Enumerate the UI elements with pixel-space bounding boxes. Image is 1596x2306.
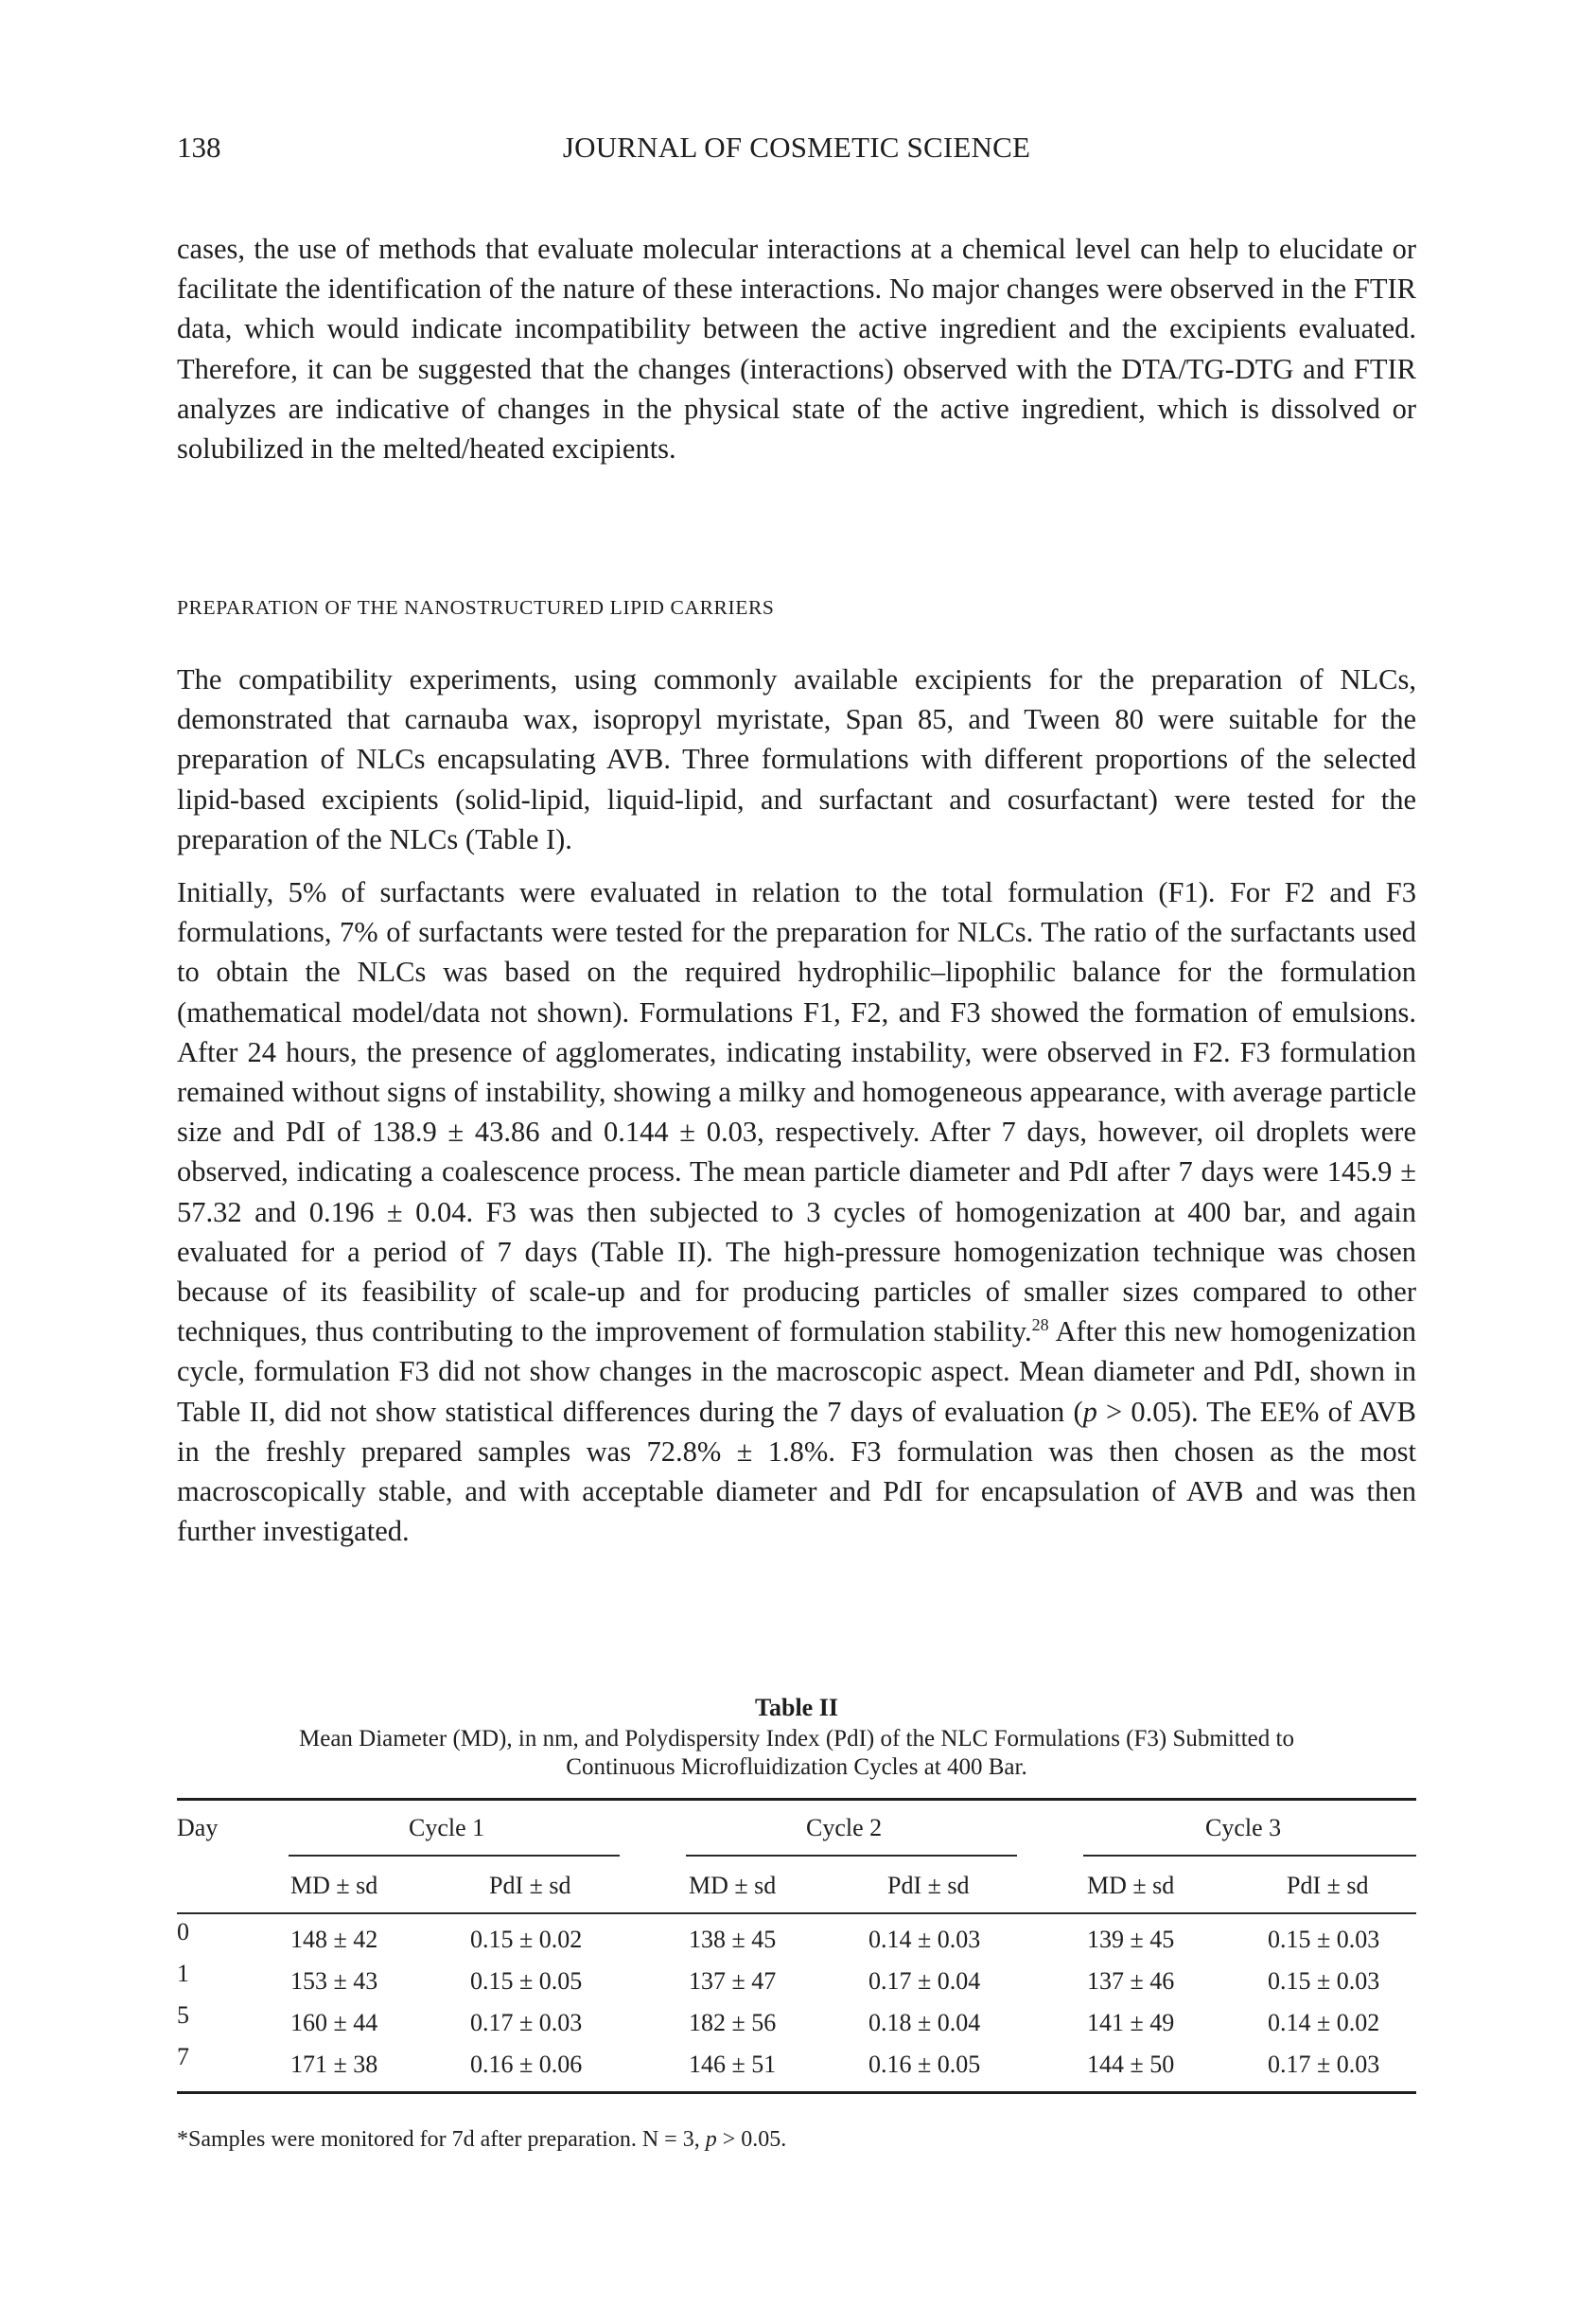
value-cell: 141 ± 49	[1087, 2009, 1175, 2036]
value-cell: 0.15 ± 0.03	[1268, 1967, 1380, 1995]
value-cell: 138 ± 45	[689, 1926, 777, 1953]
cycle-1-header: Cycle 1	[409, 1814, 485, 1841]
cycle-3-header: Cycle 3	[1205, 1814, 1282, 1841]
paragraph-segment: After this new homogenization cycle, formulation F3 did not show changes in the macroscopic aspect. Mean diameter and PdI, shown in Table II, did not show statistical differences during the 7 days of evaluation (	[177, 1315, 1416, 1428]
subheader-md-c1: MD ± sd	[290, 1872, 378, 1899]
citation-superscript: 28	[1031, 1315, 1049, 1335]
paragraph-segment: > 0.05). The EE% of AVB in the freshly prepared samples was 72.8% ± 1.8%. F3 formulation was then chosen as the most macroscopically stable, and with acceptable diameter and PdI for encapsulation of AVB and was then further investigated.	[177, 1395, 1416, 1548]
value-cell: 137 ± 46	[1087, 1967, 1175, 1995]
footnote-text: *Samples were monitored for 7d after preparation. N = 3,	[177, 2127, 706, 2152]
caption-line: Mean Diameter (MD), in nm, and Polydispersity Index (PdI) of the NLC Formulations (F3) Submitted to	[299, 1726, 1294, 1752]
value-cell: 0.16 ± 0.06	[470, 2051, 583, 2078]
table-footnote	[177, 2127, 786, 2153]
value-cell: 171 ± 38	[290, 2051, 378, 2078]
subheader-pdi-c1: PdI ± sd	[489, 1872, 571, 1899]
value-cell: 0.14 ± 0.03	[868, 1926, 981, 1953]
day-cell: 1	[177, 1960, 189, 1987]
footnote-text: > 0.05.	[716, 2127, 787, 2152]
paragraph-text: cases, the use of methods that evaluate molecular interactions at a chemical level can help to elucidate or facilitate the identification of the nature of these interactions. No major changes were observed in the FTIR data, which would indicate incompatibility between the active ingredient and the excipients evaluated. Therefore, it can be suggested that the changes (interactions) observed with the DTA/TG-DTG and FTIR analyzes are indicative of changes in the physical state of the active ingredient, which is dissolved or solubilized in the melted/heated excipients.	[177, 233, 1416, 466]
body-paragraph-2	[177, 660, 1416, 859]
value-cell: 153 ± 43	[290, 1967, 378, 1995]
value-cell: 144 ± 50	[1087, 2051, 1175, 2078]
body-paragraph-1	[177, 229, 1416, 468]
subheader-pdi-c2: PdI ± sd	[887, 1872, 970, 1899]
value-cell: 0.15 ± 0.05	[470, 1967, 583, 1995]
subheader-md-c2: MD ± sd	[689, 1872, 777, 1899]
day-cell: 7	[177, 2043, 189, 2070]
day-cell: 0	[177, 1918, 189, 1945]
value-cell: 139 ± 45	[1087, 1926, 1175, 1953]
p-value-symbol: p	[1082, 1395, 1097, 1428]
table-bottom-rule	[177, 2091, 1416, 2094]
value-cell: 148 ± 42	[290, 1926, 378, 1953]
value-cell: 0.16 ± 0.05	[868, 2051, 981, 2078]
cycle-1-underline	[289, 1855, 620, 1857]
table-caption	[177, 1725, 1416, 1782]
table-header-rule	[177, 1912, 1416, 1914]
value-cell: 160 ± 44	[290, 2009, 378, 2036]
cycle-2-underline	[686, 1855, 1017, 1857]
value-cell: 0.17 ± 0.03	[1268, 2051, 1380, 2078]
value-cell: 137 ± 47	[689, 1967, 777, 1995]
value-cell: 0.18 ± 0.04	[868, 2009, 981, 2036]
paragraph-text	[177, 872, 1416, 1551]
journal-title: JOURNAL OF COSMETIC SCIENCE	[562, 131, 1031, 164]
table-top-rule	[177, 1798, 1416, 1801]
cycle-3-underline	[1083, 1855, 1416, 1857]
value-cell: 0.17 ± 0.03	[470, 2009, 583, 2036]
page-number: 138	[177, 131, 221, 164]
value-cell: 0.17 ± 0.04	[868, 1967, 981, 1995]
cycle-2-header: Cycle 2	[806, 1814, 883, 1841]
value-cell: 0.15 ± 0.03	[1268, 1926, 1380, 1953]
paragraph-text: The compatibility experiments, using commonly available excipients for the preparation of NLCs, demonstrated that carnauba wax, isopropyl myristate, Span 85, and Tween 80 were suitable for the preparation of NLCs encapsulating AVB. Three formulations with different proportions of the selected lipid-based excipients (solid-lipid, liquid-lipid, and surfactant and cosurfactant) were tested for the preparation of the NLCs (Table I).	[177, 663, 1416, 855]
table-title: Table II	[755, 1694, 838, 1721]
value-cell: 182 ± 56	[689, 2009, 777, 2036]
running-header	[177, 131, 1416, 168]
value-cell: 0.15 ± 0.02	[470, 1926, 583, 1953]
p-value-symbol: p	[705, 2127, 717, 2152]
day-cell: 5	[177, 2001, 189, 2029]
day-header: Day	[177, 1814, 219, 1841]
section-heading: PREPARATION OF THE NANOSTRUCTURED LIPID CARRIERS	[177, 596, 775, 619]
paragraph-segment: Initially, 5% of surfactants were evaluated in relation to the total formulation (F1). For F2 and F3 formulations, 7% of surfactants were tested for the preparation for NLCs. The ratio of the surfactants used to obtain the NLCs was based on the required hydrophilic–lipophilic balance for the formulation (mathematical model/data not shown). Formulations F1, F2, and F3 showed the formation of emulsions. After 24 hours, the presence of agglomerates, indicating instability, were observed in F2. F3 formulation remained without signs of instability, showing a milky and homogeneous appearance, with average particle size and PdI of 138.9 ± 43.86 and 0.144 ± 0.03, respectively. After 7 days, however, oil droplets were observed, indicating a coalescence process. The mean particle diameter and PdI after 7 days were 145.9 ± 57.32 and 0.196 ± 0.04. F3 was then subjected to 3 cycles of homogenization at 400 bar, and again evaluated for a period of 7 days (Table II). The high-pressure homogenization technique was chosen because of its feasibility of scale-up and for producing particles of smaller sizes compared to other techniques, thus contributing to the improvement of formulation stability.	[177, 876, 1416, 1348]
subheader-pdi-c3: PdI ± sd	[1287, 1872, 1369, 1899]
caption-line: Continuous Microfluidization Cycles at 400 Bar.	[566, 1754, 1027, 1780]
subheader-md-c3: MD ± sd	[1087, 1872, 1175, 1899]
value-cell: 0.14 ± 0.02	[1268, 2009, 1380, 2036]
body-paragraph-3	[177, 872, 1416, 1551]
value-cell: 146 ± 51	[689, 2051, 777, 2078]
